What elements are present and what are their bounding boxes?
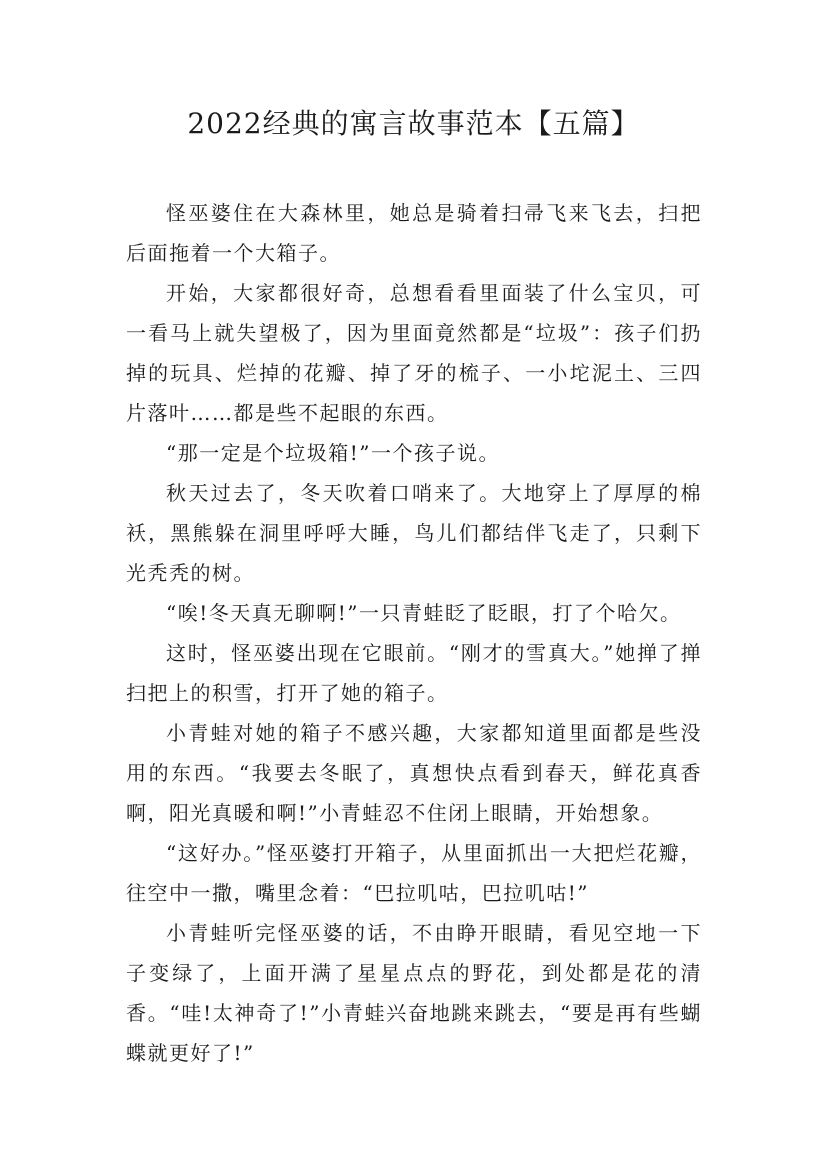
paragraph: 怪巫婆住在大森林里，她总是骑着扫帚飞来飞去，扫把后面拖着一个大箱子。 — [126, 201, 702, 265]
paragraph: “那一定是个垃圾箱!”一个孩子说。 — [166, 441, 500, 465]
paragraph: 小青蛙听完怪巫婆的话，不由睁开眼睛，看见空地一下子变绿了，上面开满了星星点点的野花，到处都是花的清香。“哇!太神奇了!”小青蛙兴奋地跳来跳去，“要是再有些蝴蝶就更好了!” — [126, 921, 702, 1065]
paragraph: 秋天过去了，冬天吹着口哨来了。大地穿上了厚厚的棉袄，黑熊躲在洞里呼呼大睡，鸟儿们都结伴飞走了，只剩下光秃秃的树。 — [126, 481, 702, 585]
document-title: 2022经典的寓言故事范本【五篇】 — [187, 107, 640, 140]
paragraph: “唉!冬天真无聊啊!”一只青蛙眨了眨眼，打了个哈欠。 — [166, 601, 682, 625]
document-body — [126, 193, 702, 1073]
paragraph: 开始，大家都很好奇，总想看看里面装了什么宝贝，可一看马上就失望极了，因为里面竟然都是“垃圾”：孩子们扔掉的玩具、烂掉的花瓣、掉了牙的梳子、一小坨泥土、三四片落叶……都是些不起眼的东西。 — [126, 281, 702, 425]
paragraph: “这好办。”怪巫婆打开箱子，从里面抓出一大把烂花瓣，往空中一撒，嘴里念着：“巴拉叽咕，巴拉叽咕!” — [126, 841, 702, 905]
paragraph: 小青蛙对她的箱子不感兴趣，大家都知道里面都是些没用的东西。“我要去冬眠了，真想快点看到春天，鲜花真香啊，阳光真暖和啊!”小青蛙忍不住闭上眼睛，开始想象。 — [126, 721, 702, 825]
paragraph: 这时，怪巫婆出现在它眼前。“刚才的雪真大。”她掸了掸扫把上的积雪，打开了她的箱子。 — [126, 641, 702, 705]
